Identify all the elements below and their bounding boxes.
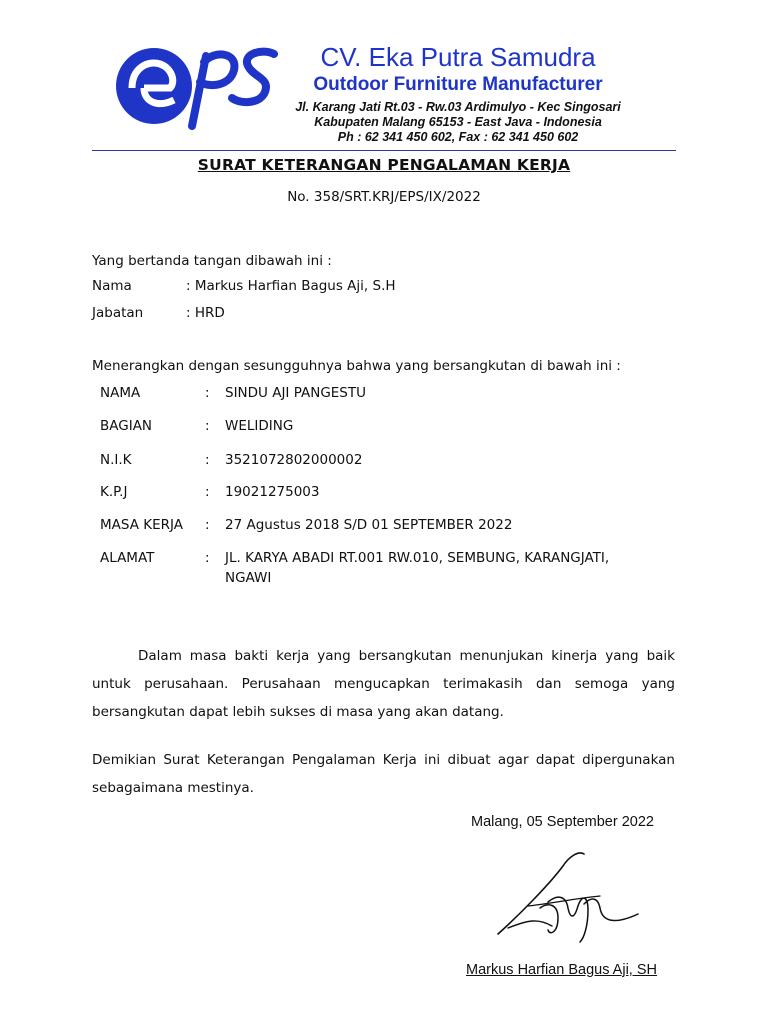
employee-sep: : [205,517,210,533]
employee-value-nik: 3521072802000002 [225,452,363,468]
employee-value-department: WELIDING [225,418,294,434]
employee-label-nik: N.I.K [100,452,132,468]
letter-number: No. 358/SRT.KRJ/EPS/IX/2022 [287,189,481,205]
signatory-row-name [92,276,132,296]
header-divider [92,150,676,151]
company-logo [114,38,284,130]
signatory-intro: Yang bertanda tangan dibawah ini : [92,253,332,269]
city-date: Malang, 05 September 2022 [471,814,654,830]
employee-label-address: ALAMAT [100,550,155,566]
body-paragraph-2: Demikian Surat Keterangan Pengalaman Kerja ini dibuat agar dapat dipergunakan sebagaimana mestinya. [92,752,675,796]
employee-value-address: JL. KARYA ABADI RT.001 RW.010, SEMBUNG, KARANGJATI, [225,550,610,566]
employee-label-tenure: MASA KERJA [100,517,183,533]
employee-value-address-line2: NGAWI [225,570,272,586]
employee-value-tenure: 27 Agustus 2018 S/D 01 SEPTEMBER 2022 [225,517,513,533]
company-header [278,42,638,145]
employee-sep: : [205,550,210,566]
employee-label-department: BAGIAN [100,418,153,434]
body-paragraph-1: Dalam masa bakti kerja yang bersangkutan menunjukan kinerja yang baik untuk perusahaan. Perusahaan mengucapkan terimakasih dan semoga yang bersangkutan dapat lebih sukses di masa yang akan datang. [92,648,675,720]
letter-title: SURAT KETERANGAN PENGALAMAN KERJA [197,156,571,174]
signatory-row-position [92,303,143,323]
employee-sep: : [205,418,210,434]
company-address-line1: Jl. Karang Jati Rt.03 - Rw.03 Ardimulyo - Kec Singosari [295,100,621,114]
employee-value-name: SINDU AJI PANGESTU [225,385,367,401]
company-address-line2: Kabupaten Malang 65153 - East Java - Indonesia [314,115,602,129]
employee-label-kpj: K.P.J [100,484,128,500]
employee-intro: Menerangkan dengan sesungguhnya bahwa yang bersangkutan di bawah ini : [92,358,621,374]
employee-sep: : [205,452,210,468]
employee-sep: : [205,484,210,500]
signer-name: Markus Harfian Bagus Aji, SH [466,962,657,978]
signatory-label: Jabatan [92,305,144,321]
signatory-value-position: : HRD [186,305,225,321]
company-contact: Ph : 62 341 450 602, Fax : 62 341 450 602 [337,130,579,144]
employee-value-kpj: 19021275003 [225,484,320,500]
company-name: CV. Eka Putra Samudra [320,42,596,72]
company-tagline: Outdoor Furniture Manufacturer [313,74,603,95]
signatory-value-name: : Markus Harfian Bagus Aji, S.H [186,278,396,294]
employee-label-name: NAMA [100,385,141,401]
signature-image [488,846,648,946]
signatory-label: Nama [92,278,132,294]
employee-sep: : [205,385,210,401]
